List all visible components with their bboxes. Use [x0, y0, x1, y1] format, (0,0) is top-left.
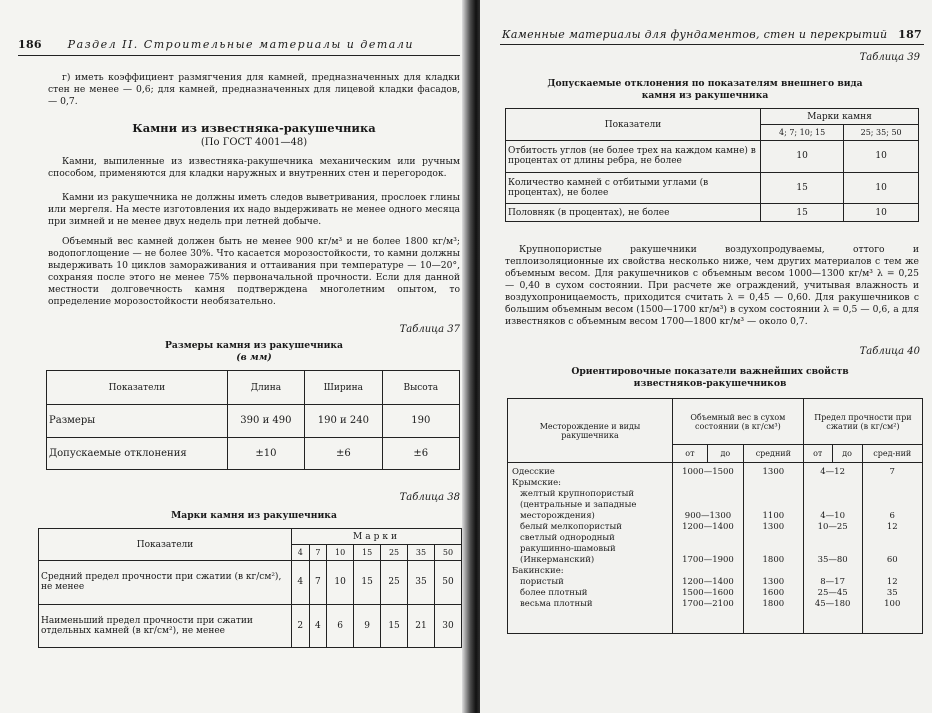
table40-sub-avg-weight: средний	[743, 445, 803, 463]
table39-row	[506, 141, 919, 173]
right-paragraph: Крупнопористые ракушечники воздухопродуваемы, оттого и теплоизоляционные их свойства несколько ниже, чем других материалов с тем же объемным весом. Для ракушечников с объемным весом 1000—1300 кг/м³ λ = 0,25 — 0,40 в сухом состоянии. При расчете же ограждений, учитывая влажность и воздухопроницаемость, приходится считать λ = 0,45 — 0,60. Для ракушечников с большим объемным весом (1500—1700 кг/м³) в сухом состоянии λ = 0,5 — 0,6, а для известняков с объемным весом 1700—1800 кг/м³ — около 0,7.	[505, 244, 919, 327]
table37-row-name: Размеры	[47, 405, 228, 438]
table38-cell: 25	[381, 561, 408, 605]
table40-cell: 1100	[762, 511, 785, 521]
table37-header-indicator: Показатели	[47, 371, 228, 405]
table39-row-name: Половняк (в процентах), не более	[506, 204, 761, 222]
table40	[507, 398, 923, 634]
table38-cell: 15	[354, 561, 381, 605]
table40-row-name: более плотный	[520, 588, 588, 598]
table39-subheader: 25; 35; 50	[844, 125, 919, 141]
table37-row	[47, 405, 460, 438]
table40-header-weight: Объемный вес в сухом состоянии (в кг/см³)	[673, 399, 804, 445]
table38-cell: 50	[434, 561, 461, 605]
table38-cell: 7	[309, 561, 327, 605]
table37-row	[47, 437, 460, 470]
table38-grade-header: 15	[354, 545, 381, 561]
table40-cell: 35—80	[817, 555, 848, 565]
table39-cell: 15	[761, 172, 844, 204]
left-paragraph-3: Объемный вес камней должен быть не менее 900 кг/м³ и не более 1800 кг/м³; водопоглощение — не более 30%. Что касается морозостойкости, то камни должны выдерживать 10 циклов замораживания и оттаивания при температуре — 10—20°, сохраняя после этого не менее 75% первоначальной прочности. Если для данной местности долговечность камня подтверждена многолетним опытом, то определение морозостойкости необязательно.	[48, 236, 460, 307]
table38-cell: 9	[354, 604, 381, 648]
table40-row-name: Одесские	[512, 467, 555, 477]
left-heading: Камни из известняка-ракушечника	[132, 121, 376, 135]
table40-cell: 1200—1400	[682, 522, 734, 532]
table40-sub-from: от	[803, 445, 832, 463]
left-paragraph-2: Камни из ракушечника не должны иметь следов выветривания, прослоек глины или мергеля. На месте изготовления их надо выдерживать не менее одного месяца при зимней и не менее двух недель при летней добыче.	[48, 192, 460, 227]
table40-row-name: светлый однородный ракушинно-шамовый (Инкерманский)	[520, 533, 616, 565]
table37-cell: ±10	[227, 437, 304, 470]
table40-cell: 12	[886, 577, 898, 587]
table40-sub-from: от	[673, 445, 708, 463]
table37	[46, 370, 460, 470]
table40-sub-avg-strength: сред-ний	[862, 445, 923, 463]
table37-unit: (в мм)	[236, 352, 272, 363]
table40-cell: 1500—1600	[682, 588, 734, 598]
table38-label: Таблица 38	[399, 492, 460, 503]
table37-label: Таблица 37	[399, 324, 460, 335]
table38-cell: 10	[327, 561, 354, 605]
table40-sub-to: до	[832, 445, 862, 463]
table40-strength-avg-column	[862, 463, 923, 634]
table38-cell: 15	[381, 604, 408, 648]
left-paragraph-1: Камни, выпиленные из известняка-ракушечника механическим или ручным способом, применяются для кладки наружных и внутренних стен и перегородок.	[48, 156, 460, 179]
table38-row	[39, 604, 462, 648]
table39-cell: 10	[844, 141, 919, 173]
table40-cell: 1700—2100	[682, 599, 734, 609]
table38-grade-header: 10	[327, 545, 354, 561]
table38-header-grades: Марки	[292, 529, 462, 545]
table39-cell: 10	[844, 172, 919, 204]
table40-title: Ориентировочные показатели важнейших свойств известняков-ракушечников	[571, 366, 849, 389]
table39-row	[506, 172, 919, 204]
table40-cell: 60	[886, 555, 898, 565]
table37-cell: ±6	[382, 437, 459, 470]
table40-cell: 1300	[762, 577, 785, 587]
table39-row-name: Отбитость углов (не более трех на каждом камне) в процентах от длины ребра, не более	[506, 141, 761, 173]
table37-header-length: Длина	[227, 371, 304, 405]
table38-title: Марки камня из ракушечника	[171, 510, 337, 521]
table40-cell: 1800	[762, 599, 785, 609]
table38-grade-header: 35	[408, 545, 435, 561]
table38-row-name: Средний предел прочности при сжатии (в кг/см²), не менее	[39, 561, 292, 605]
table40-cell: 8—17	[820, 577, 845, 587]
table37-cell: ±6	[305, 437, 382, 470]
table40-cell: 900—1300	[684, 511, 732, 521]
table40-body	[508, 463, 923, 634]
table38-row-name: Наименьший предел прочности при сжатии отдельных камней (в кг/см²), не менее	[39, 604, 292, 648]
table40-row-name: белый мелкопористый	[520, 522, 622, 532]
table37-cell: 390 и 490	[227, 405, 304, 438]
table40-cell: 1300	[762, 522, 785, 532]
table40-cell: 1700—1900	[682, 555, 734, 565]
table40-header-strength: Предел прочности при сжатии (в кг/см²)	[803, 399, 922, 445]
right-header-rule	[500, 44, 924, 45]
table40-cell: 45—180	[814, 599, 851, 609]
table40-cell: 1200—1400	[682, 577, 734, 587]
table39-header-grades: Марки камня	[761, 109, 919, 125]
table38-row	[39, 561, 462, 605]
table40-cell: 1000—1500	[682, 467, 734, 477]
table38	[38, 528, 462, 648]
table39-cell: 10	[761, 141, 844, 173]
table40-weight-range-column	[673, 463, 744, 634]
table40-sub-to: до	[707, 445, 743, 463]
left-header-rule	[18, 55, 460, 56]
table38-cell: 4	[292, 561, 310, 605]
table37-cell: 190	[382, 405, 459, 438]
table39-row	[506, 204, 919, 222]
table40-cell: 7	[889, 467, 895, 477]
table39-subheader: 4; 7; 10; 15	[761, 125, 844, 141]
table39-row-name: Количество камней с отбитыми углами (в процентах), не более	[506, 172, 761, 204]
table38-cell: 2	[292, 604, 310, 648]
table38-grade-header: 25	[381, 545, 408, 561]
table37-cell: 190 и 240	[305, 405, 382, 438]
table38-cell: 6	[327, 604, 354, 648]
table38-header-indicator: Показатели	[39, 529, 292, 561]
table39-cell: 15	[761, 204, 844, 222]
table39	[505, 108, 919, 222]
left-section-title: Раздел II. Строительные материалы и детали	[67, 38, 414, 51]
table40-row-name: Крымские:	[512, 478, 562, 488]
table40-label: Таблица 40	[859, 346, 920, 357]
table39-header-indicator: Показатели	[506, 109, 761, 141]
table40-cell: 1600	[762, 588, 785, 598]
table38-cell: 30	[434, 604, 461, 648]
table37-title: Размеры камня из ракушечника	[164, 340, 343, 351]
table40-deposit-column	[508, 463, 673, 634]
right-page	[480, 0, 932, 713]
table40-cell: 12	[886, 522, 898, 532]
table38-cell: 4	[309, 604, 327, 648]
table38-grade-header: 50	[434, 545, 461, 561]
table40-row-name: весьма плотный	[520, 599, 593, 609]
table40-cell: 6	[889, 511, 895, 521]
table40-cell: 1800	[762, 555, 785, 565]
table39-label: Таблица 39	[859, 52, 920, 63]
table38-cell: 35	[408, 561, 435, 605]
table40-cell: 35	[886, 588, 898, 598]
left-page-header	[18, 38, 458, 51]
table38-cell: 21	[408, 604, 435, 648]
left-intro-text: г) иметь коэффициент размягчения для камней, предназначенных для кладки стен не менее — 0,6; для камней, предназначенных для лицевой кладки фасадов, — 0,7.	[48, 72, 460, 107]
table38-grade-header: 7	[309, 545, 327, 561]
left-subheading: (По ГОСТ 4001—48)	[200, 137, 308, 148]
table40-cell: 10—25	[817, 522, 848, 532]
table39-cell: 10	[844, 204, 919, 222]
table40-weight-avg-column	[743, 463, 803, 634]
left-page-number: 186	[18, 38, 42, 51]
table38-grade-header: 4	[292, 545, 310, 561]
table40-row-name: Бакинские:	[512, 566, 564, 576]
table40-cell: 4—10	[820, 511, 845, 521]
table40-strength-range-column	[803, 463, 862, 634]
table37-row-name: Допускаемые отклонения	[47, 437, 228, 470]
table40-cell: 25—45	[817, 588, 848, 598]
table37-header-width: Ширина	[305, 371, 382, 405]
table40-header-deposit: Месторождение и виды ракушечника	[508, 399, 673, 463]
table40-cell: 100	[884, 599, 901, 609]
table40-row-name: желтый крупнопористый (центральные и западные месторождения)	[520, 489, 637, 521]
right-page-header	[502, 28, 922, 41]
table39-title: Допускаемые отклонения по показателям внешнего вида камня из ракушечника	[547, 78, 863, 101]
right-page-number: 187	[898, 28, 922, 41]
right-section-title: Каменные материалы для фундаментов, стен и перекрытий	[502, 28, 888, 41]
table37-header-height: Высота	[382, 371, 459, 405]
table40-cell: 1300	[762, 467, 785, 477]
table40-row-name: пористый	[520, 577, 564, 587]
table40-cell: 4—12	[820, 467, 845, 477]
